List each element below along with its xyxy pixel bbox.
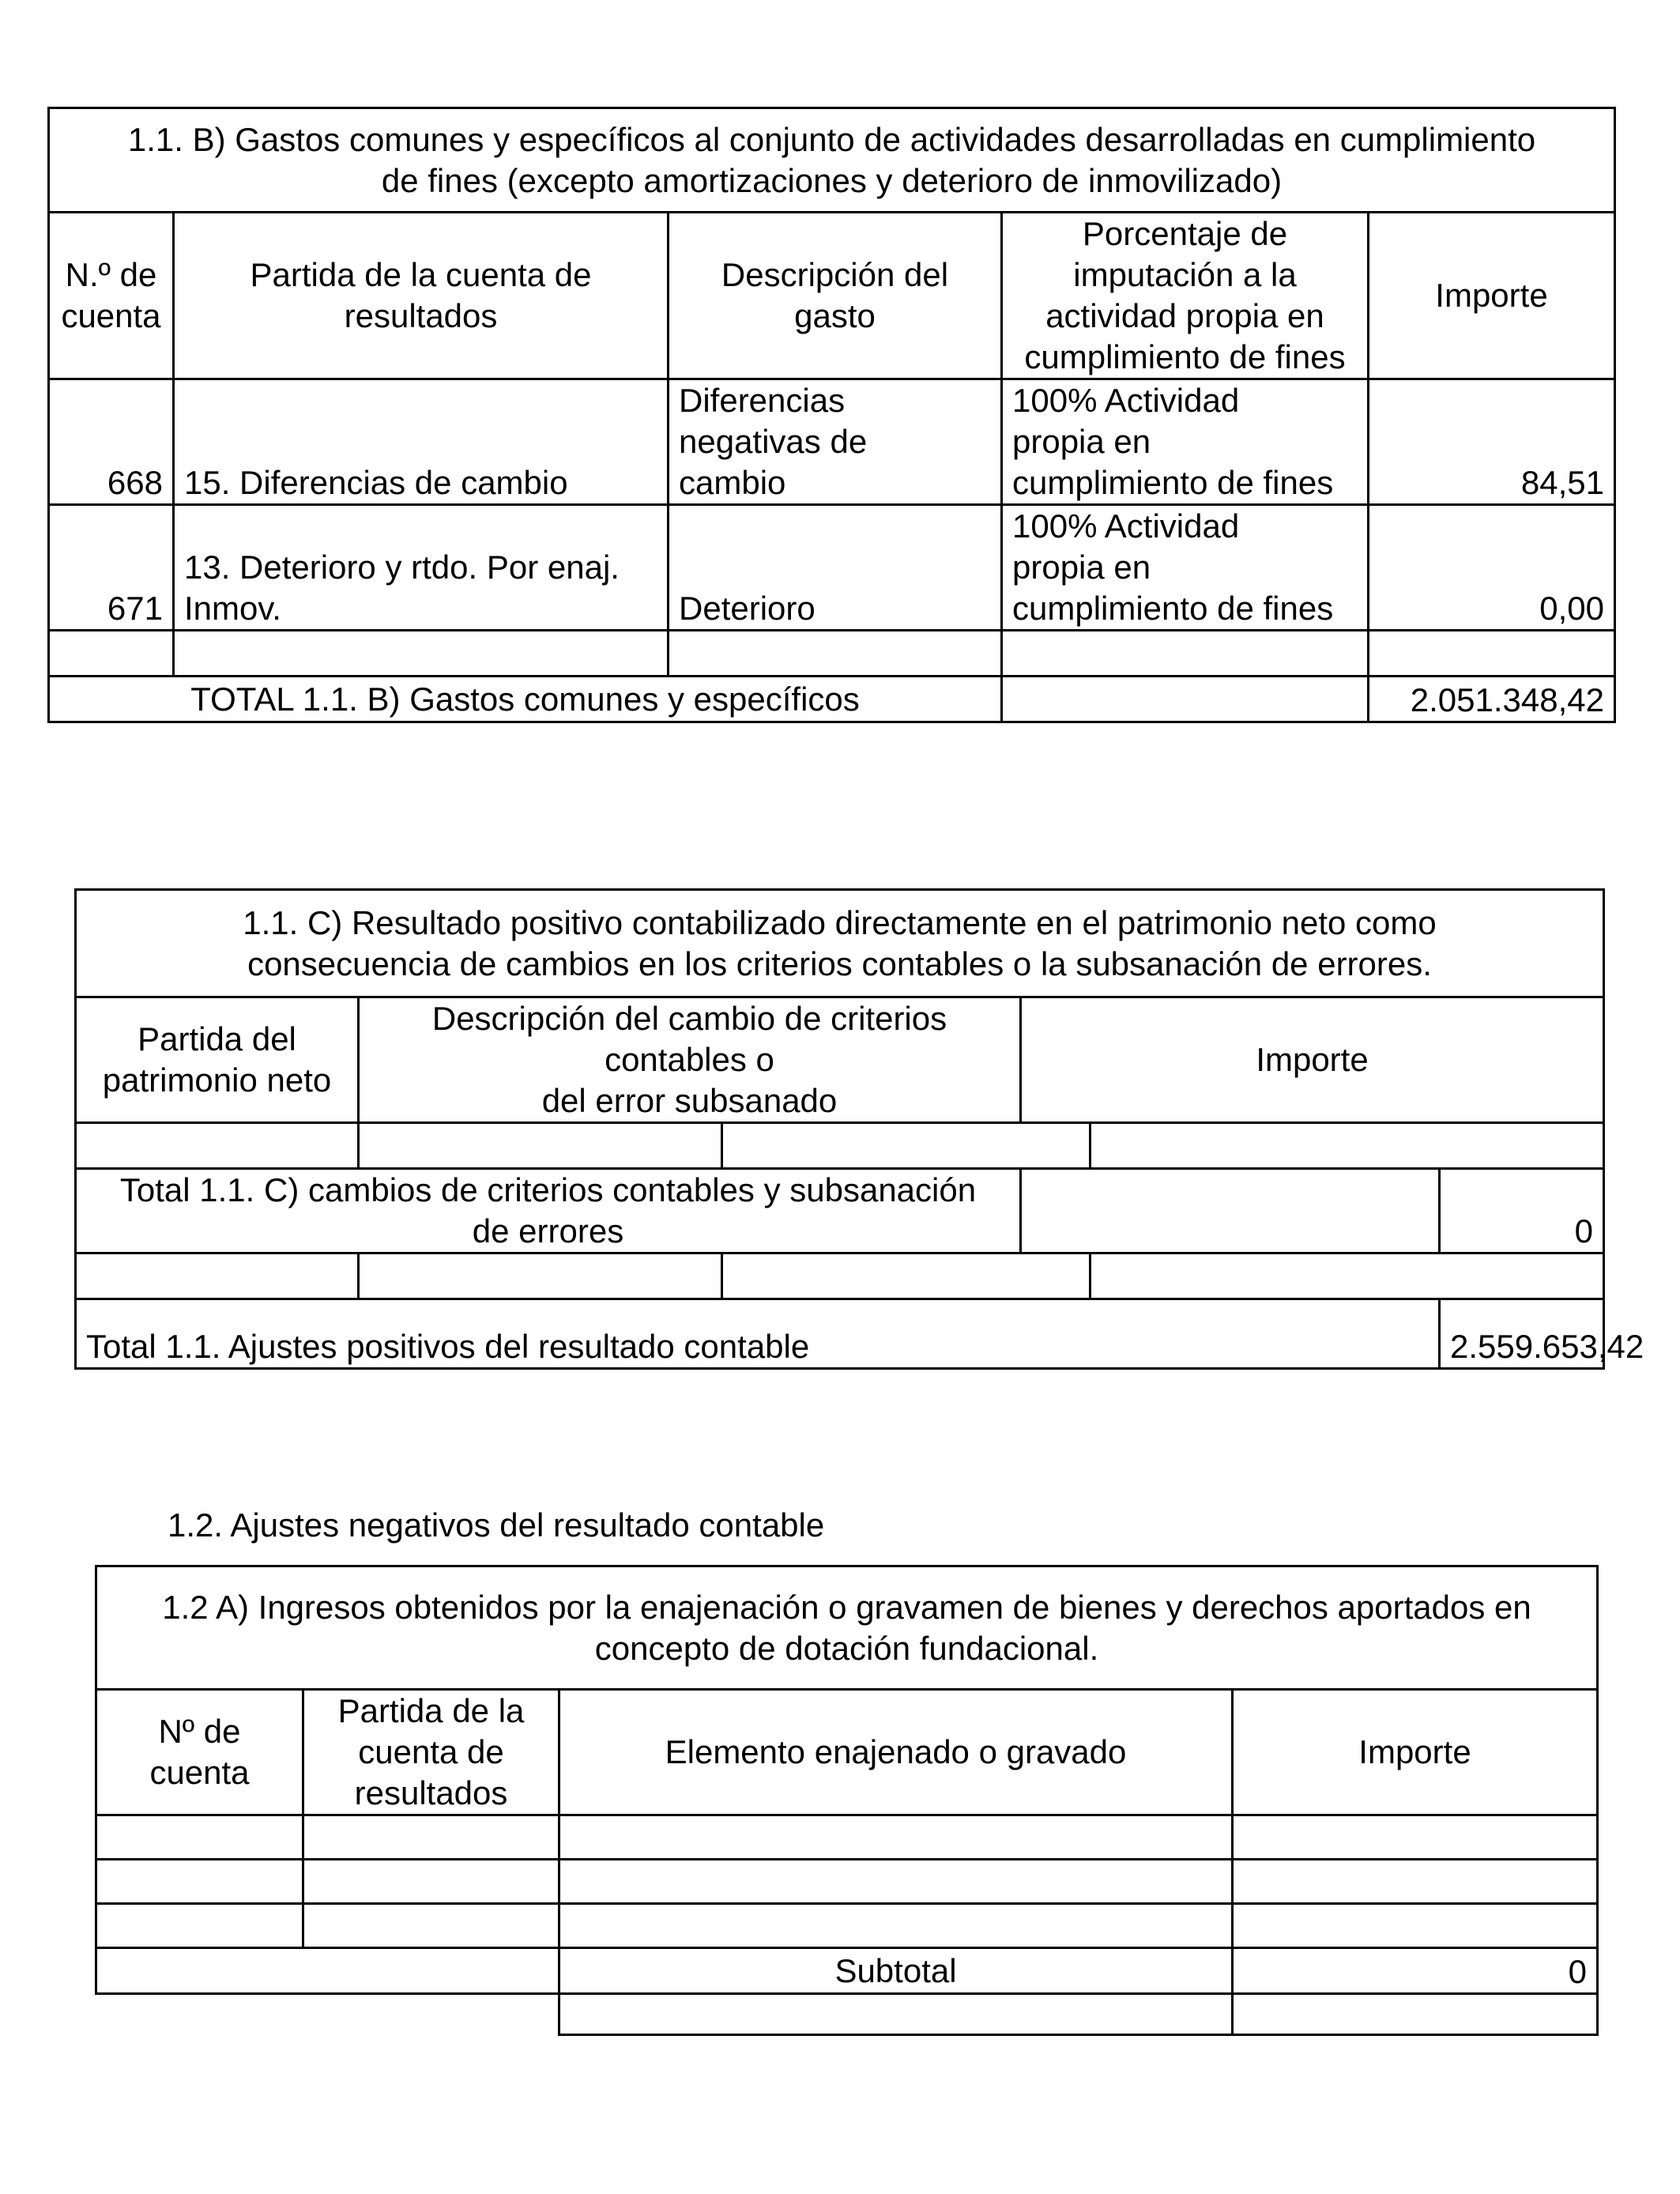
grand-total-label: Total 1.1. Ajustes positivos del resultado contable xyxy=(76,1299,1440,1369)
empty-cell xyxy=(559,1815,1233,1860)
empty-cell xyxy=(1233,1994,1598,2035)
cell-descripcion: Deterioro xyxy=(669,505,1002,631)
header-elemento: Elemento enajenado o gravado xyxy=(559,1690,1233,1815)
header-cuenta: Nº de cuenta xyxy=(96,1690,303,1815)
table-12a-title: 1.2 A) Ingresos obtenidos por la enajenación o gravamen de bienes y derechos aportados en concepto de dotación fundacional. xyxy=(96,1566,1598,1690)
table-row xyxy=(49,379,1615,505)
empty-cell xyxy=(96,1948,559,1994)
grand-total-value: 2.559.653,42 xyxy=(1440,1299,1604,1369)
subtotal-label: Subtotal xyxy=(559,1948,1233,1994)
empty-cell xyxy=(49,631,174,677)
header-partida: Partida de la cuenta de resultados xyxy=(303,1690,559,1815)
empty-cell xyxy=(96,1904,303,1948)
empty-row xyxy=(96,1815,1598,1860)
cell-importe: 0,00 xyxy=(1369,505,1615,631)
total-c-label: Total 1.1. C) cambios de criterios contables y subsanación de errores xyxy=(76,1169,1021,1253)
empty-cell xyxy=(1002,677,1369,722)
table-resultado-positivo xyxy=(74,888,1644,1370)
section-12-heading: 1.2. Ajustes negativos del resultado contable xyxy=(168,1506,825,1544)
header-partida-patrimonio: Partida del patrimonio neto xyxy=(76,997,359,1123)
header-importe: Importe xyxy=(1369,213,1615,379)
header-partida: Partida de la cuenta de resultados xyxy=(174,213,669,379)
empty-cell xyxy=(1233,1860,1598,1904)
empty-cell xyxy=(722,1253,1090,1299)
empty-cell xyxy=(96,1815,303,1860)
table-b-title: 1.1. B) Gastos comunes y específicos al conjunto de actividades desarrolladas en cumplimiento de fines (excepto amortizaciones y deterioro de inmovilizado) xyxy=(49,108,1615,213)
empty-cell xyxy=(303,1815,559,1860)
empty-row xyxy=(96,1994,1598,2035)
empty-cell xyxy=(722,1123,1090,1169)
empty-cell xyxy=(303,1904,559,1948)
empty-cell xyxy=(559,1904,1233,1948)
header-importe: Importe xyxy=(1021,997,1604,1123)
empty-row xyxy=(96,1904,1598,1948)
cell-porcentaje: 100% Actividad propia en cumplimiento de fines xyxy=(1002,505,1369,631)
cell-descripcion: Diferencias negativas de cambio xyxy=(669,379,1002,505)
empty-row xyxy=(49,631,1615,677)
header-cuenta: N.º de cuenta xyxy=(49,213,174,379)
empty-cell xyxy=(559,1860,1233,1904)
empty-cell xyxy=(359,1253,722,1299)
total-b-value: 2.051.348,42 xyxy=(1369,677,1615,722)
empty-cell xyxy=(174,631,669,677)
empty-cell xyxy=(359,1123,722,1169)
table-gastos-comunes xyxy=(47,107,1616,723)
empty-cell xyxy=(1002,631,1369,677)
cell-partida: 13. Deterioro y rtdo. Por enaj. Inmov. xyxy=(174,505,669,631)
table-ingresos-enajenacion xyxy=(95,1565,1599,2036)
total-b-label: TOTAL 1.1. B) Gastos comunes y específicos xyxy=(49,677,1002,722)
empty-row xyxy=(76,1253,1604,1299)
empty-cell xyxy=(76,1123,359,1169)
header-importe: Importe xyxy=(1233,1690,1598,1815)
empty-cell xyxy=(96,1860,303,1904)
cell-partida: 15. Diferencias de cambio xyxy=(174,379,669,505)
header-descripcion-cambio: Descripción del cambio de criterios contables o del error subsanado xyxy=(359,997,1021,1123)
cell-porcentaje: 100% Actividad propia en cumplimiento de fines xyxy=(1002,379,1369,505)
empty-cell xyxy=(1233,1904,1598,1948)
table-row xyxy=(49,505,1615,631)
table-c-title: 1.1. C) Resultado positivo contabilizado directamente en el patrimonio neto como consecuencia de cambios en los criterios contables o la subsanación de errores. xyxy=(76,890,1604,997)
empty-cell xyxy=(1090,1253,1604,1299)
empty-cell xyxy=(559,1994,1233,2035)
empty-cell xyxy=(1369,631,1615,677)
empty-cell xyxy=(1233,1815,1598,1860)
subtotal-value: 0 xyxy=(1233,1948,1598,1994)
cell-importe: 84,51 xyxy=(1369,379,1615,505)
empty-cell xyxy=(303,1860,559,1904)
cell-cuenta: 671 xyxy=(49,505,174,631)
header-descripcion: Descripción del gasto xyxy=(669,213,1002,379)
empty-cell xyxy=(1021,1169,1440,1253)
total-c-value: 0 xyxy=(1440,1169,1604,1253)
cell-cuenta: 668 xyxy=(49,379,174,505)
empty-cell xyxy=(76,1253,359,1299)
blank-space xyxy=(96,1994,559,2035)
header-porcentaje: Porcentaje de imputación a la actividad propia en cumplimiento de fines xyxy=(1002,213,1369,379)
empty-row xyxy=(96,1860,1598,1904)
empty-cell xyxy=(1090,1123,1604,1169)
empty-row xyxy=(76,1123,1604,1169)
empty-cell xyxy=(669,631,1002,677)
